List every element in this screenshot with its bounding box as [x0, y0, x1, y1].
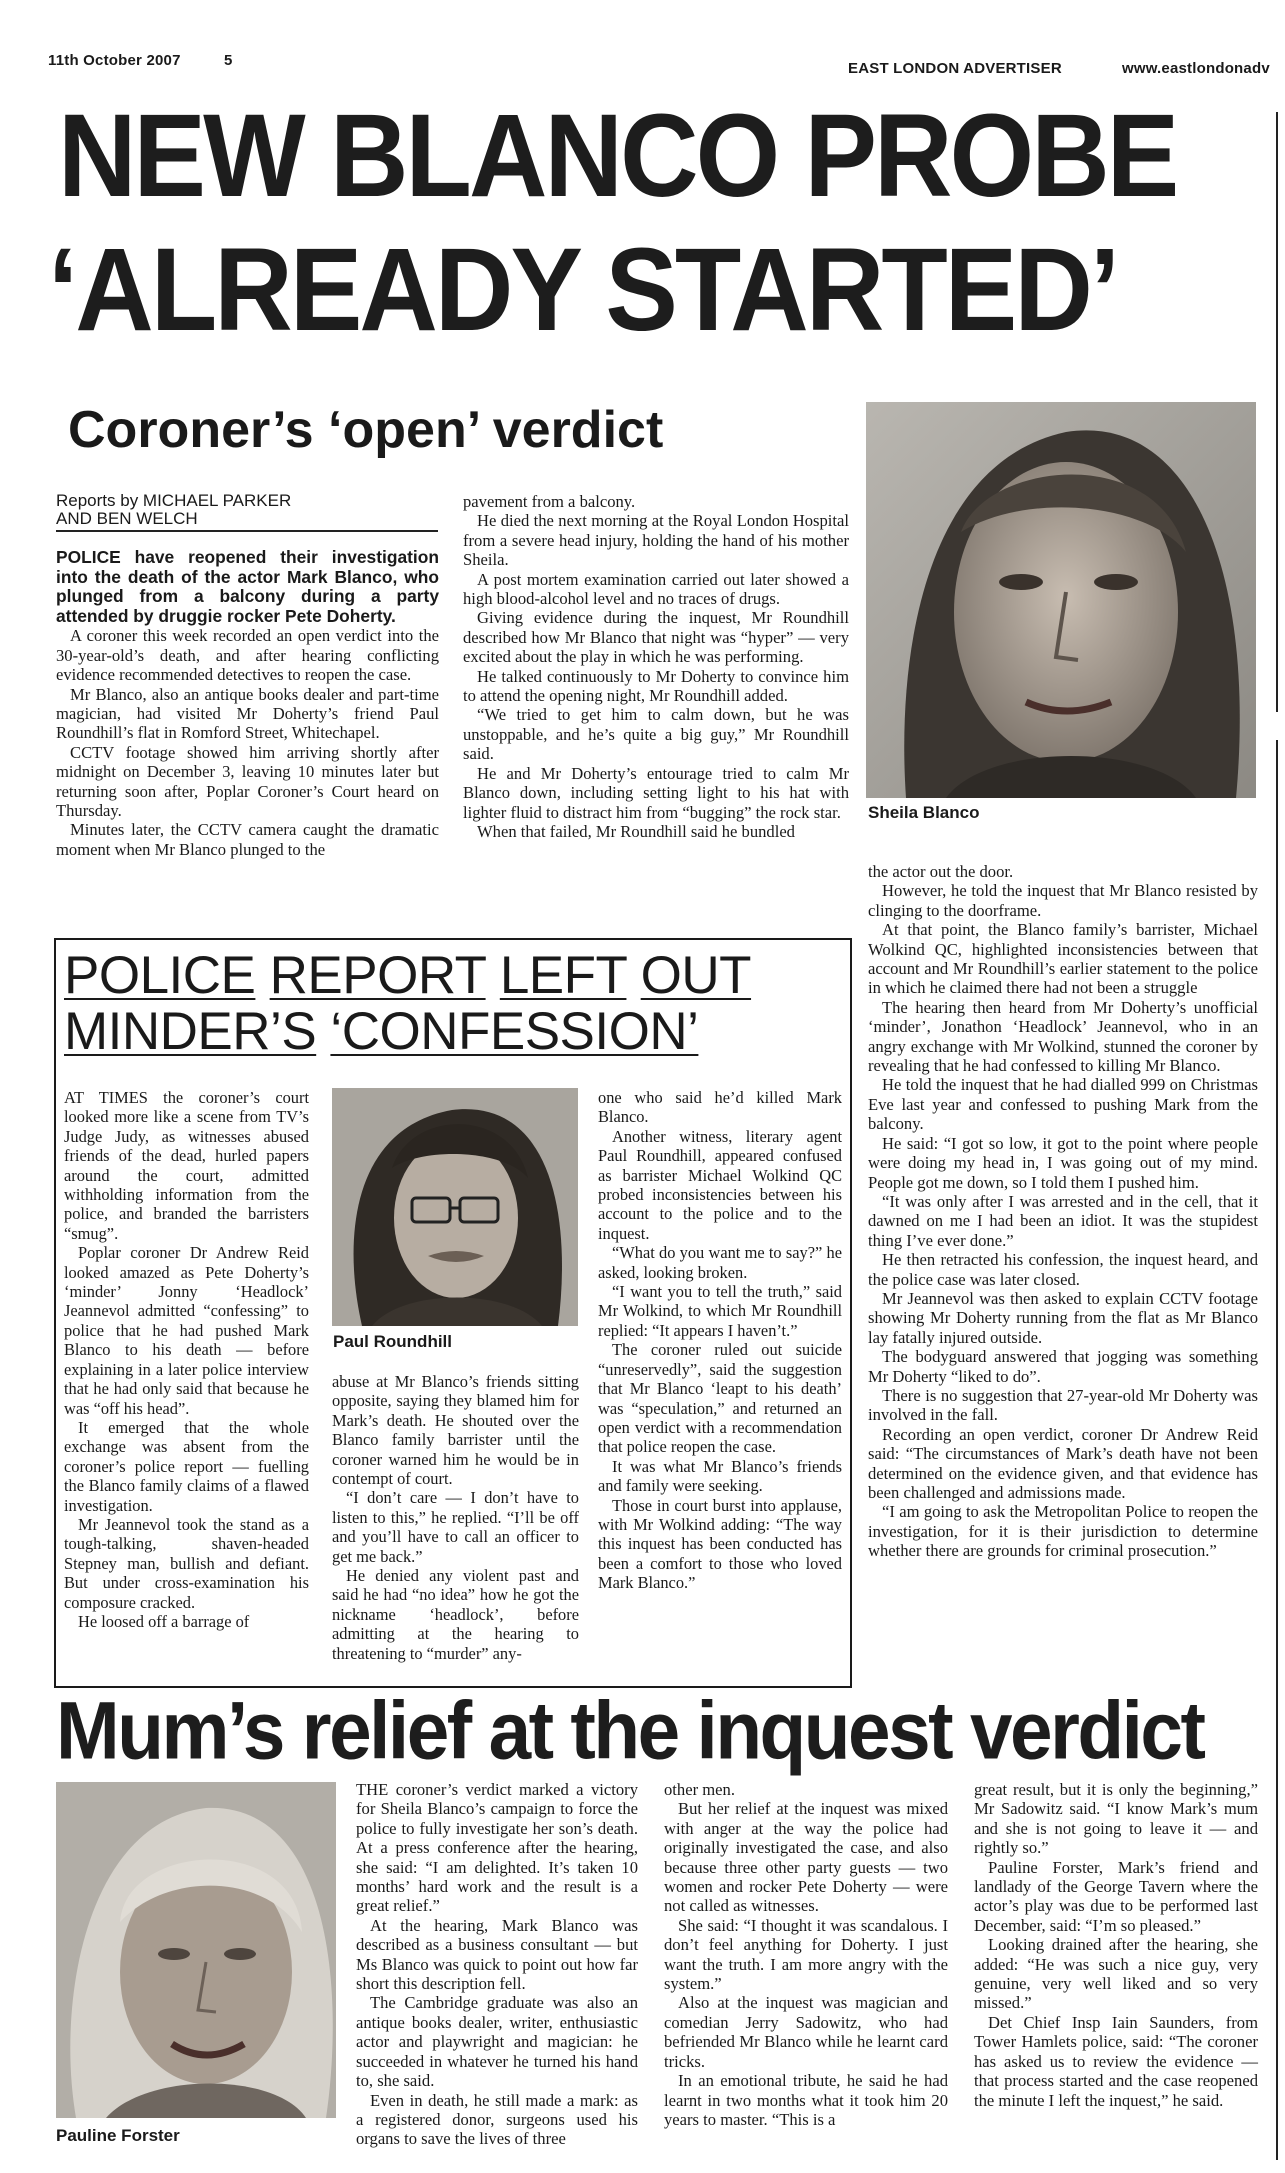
- paragraph: He told the inquest that he had dialled 999 on Christmas Eve last year and confessed to pushing Mark from the balcony.: [868, 1075, 1258, 1134]
- paragraph: one who said he’d killed Mark Blanco.: [598, 1088, 842, 1127]
- paragraph: Mr Jeannevol took the stand as a tough-talking, shaven-headed Stepney man, bullish and defiant. But under cross-examination his composure cracked.: [64, 1514, 309, 1612]
- paragraph: He denied any violent past and said he had “no idea” how he got the nickname ‘headlock’, before admitting at the hearing to threatening to “murder” any-: [332, 1566, 579, 1663]
- byline-line1: Reports by MICHAEL PARKER: [56, 491, 292, 510]
- paragraph: There is no suggestion that 27-year-old Mr Doherty was involved in the fall.: [868, 1385, 1258, 1425]
- paragraph: Also at the inquest was magician and comedian Jerry Sadowitz, who had befriended Mr Blanco while he learnt card tricks.: [664, 1993, 948, 2071]
- page-number: 5: [224, 52, 233, 69]
- paragraph: In an emotional tribute, he said he had learnt in two months what it took him 20 years to master. “This is a: [664, 2071, 948, 2129]
- paragraph: Mr Blanco, also an antique books dealer and part-time magician, had visited Mr Doherty’s friend Paul Roundhill’s flat in Romford Street, Whitechapel.: [56, 684, 439, 743]
- paragraph: It emerged that the whole exchange was absent from the coroner’s police report — fuelling the Blanco family claims of a flawed investigation.: [64, 1417, 309, 1515]
- pauline-photo-caption: Pauline Forster: [56, 2126, 180, 2145]
- paragraph: But her relief at the inquest was mixed with anger at the way the police had originally investigated the case, and also because three other party guests — two women and rocker Pete Doherty — were not called as witnesses.: [664, 1799, 948, 1916]
- portrait-man-image: [332, 1088, 578, 1326]
- paragraph: Poplar coroner Dr Andrew Reid looked amazed as Pete Doherty’s ‘minder’ Jonny ‘Headlock’ Jeannevol admitted “confessing” to police that he had pushed Mark Blanco to his death — before explaining in a later police interview that he had only said that because he was “off his head”.: [64, 1243, 309, 1418]
- paragraph: Pauline Forster, Mark’s friend and landlady of the George Tavern where the actor’s play was due to be performed last December, said: “I’m so pleased.”: [974, 1857, 1258, 1935]
- paragraph: He and Mr Doherty’s entourage tried to calm Mr Blanco down, including setting light to his hat with lighter fluid to distract him from “bugging” the rock star.: [463, 763, 849, 822]
- paragraph: “I want you to tell the truth,” said Mr Wolkind, to which Mr Roundhill replied: “It appears I haven’t.”: [598, 1282, 842, 1340]
- headline-word: REPORT: [269, 946, 486, 1005]
- box-col-3: [598, 1088, 842, 1593]
- paragraph: CCTV footage showed him arriving shortly after midnight on December 3, leaving 10 minutes later but returning soon after, Poplar Coroner’s Court heard on Thursday.: [56, 742, 439, 821]
- edge-rule: [1276, 112, 1278, 712]
- headline-word: MINDER’S: [64, 1002, 317, 1061]
- paragraph: Det Chief Insp Iain Saunders, from Tower Hamlets police, said: “The coroner has asked us to review the evidence — that process started and the case reopened the minute I left the inquest,” he said.: [974, 2012, 1258, 2110]
- paragraph: When that failed, Mr Roundhill said he bundled: [477, 821, 795, 841]
- paragraph: “I am going to ask the Metropolitan Police to reopen the investigation, for it is their jurisdiction to determine whether there are grounds for criminal prosecution.”: [868, 1502, 1258, 1561]
- paragraph: pavement from a balcony.: [463, 492, 636, 511]
- headline-word: ‘CONFESSION’: [330, 1002, 699, 1061]
- subheadline: Coroner’s ‘open’ verdict: [68, 401, 664, 459]
- paper-name: EAST LONDON ADVERTISER: [848, 60, 1062, 77]
- byline-rule: [56, 530, 438, 532]
- headline-word: OUT: [640, 946, 752, 1005]
- bottom-col-2: [664, 1780, 948, 2129]
- bottom-col-3: [974, 1780, 1258, 2110]
- paragraph: other men.: [664, 1780, 735, 1799]
- paragraph: He talked continuously to Mr Doherty to convince him to attend the opening night, Mr Roundhill added.: [463, 666, 849, 706]
- box-headline: [64, 948, 844, 1060]
- paul-roundhill-photo: [332, 1088, 578, 1326]
- paragraph: “It was only after I was arrested and in the cell, that it dawned on me I had been an idiot. It was the stupidest thing I’ve ever done.”: [868, 1191, 1258, 1250]
- issue-date: 11th October 2007: [48, 52, 181, 69]
- paragraph: A post mortem examination carried out later showed a high blood-alcohol level and no traces of drugs.: [463, 569, 849, 609]
- portrait-woman-image: [56, 1782, 336, 2118]
- main-headline-line1: NEW BLANCO PROBE: [58, 89, 1177, 222]
- paragraph: Looking drained after the hearing, she added: “He was such a nice guy, very genuine, very well liked and so very missed.”: [974, 1935, 1258, 2013]
- byline-line2: AND BEN WELCH: [56, 509, 198, 528]
- paul-photo-caption: Paul Roundhill: [333, 1332, 452, 1351]
- paragraph: She said: “I thought it was scandalous. I don’t feel anything for Doherty. I just want the truth. I am more angry with the system.”: [664, 1915, 948, 1994]
- paragraph: The coroner ruled out suicide “unreservedly”, said the suggestion that Mr Blanco ‘leapt to his death’ was “speculation,” and returned an open verdict with a recommendation that police reopen the case.: [598, 1340, 842, 1457]
- paragraph: It was what Mr Blanco’s friends and family were seeking.: [598, 1456, 842, 1496]
- byline: [56, 492, 436, 528]
- paragraph: great result, but it is only the beginning,” Mr Sadowitz said. “I know Mark’s mum and she is not going to leave it — and rightly so.”: [974, 1780, 1258, 1858]
- bottom-col-1: [356, 1780, 638, 2149]
- paragraph: AT TIMES the coroner’s court looked more like a scene from TV’s Judge Judy, as witnesses abused friends of the dead, hurled papers around the court, admitted withholding information from the police, and branded the barristers “smug”.: [64, 1088, 309, 1243]
- paragraph: “I don’t care — I don’t have to listen to this,” he replied. “I’ll be off and you’ll have to call an officer to get me back.”: [332, 1488, 579, 1566]
- sheila-blanco-photo: [866, 402, 1256, 798]
- paragraph: He said: “I got so low, it got to the point where people were doing my head in, I was going out of my mind. People got me down, so I told them I pushed him.: [868, 1133, 1258, 1192]
- main-col-2: [463, 492, 849, 841]
- paragraph: However, he told the inquest that Mr Blanco resisted by clinging to the doorframe.: [868, 881, 1258, 920]
- paragraph: He then retracted his confession, the inquest heard, and the police case was later closed.: [868, 1250, 1258, 1289]
- paragraph: A coroner this week recorded an open verdict into the 30-year-old’s death, and after hearing conflicting evidence recommended detectives to reopen the case.: [56, 626, 439, 685]
- paragraph: Giving evidence during the inquest, Mr Roundhill described how Mr Blanco that night was “hyper” — very excited about the play in which he was performing.: [463, 608, 849, 667]
- pauline-forster-photo: [56, 1782, 336, 2118]
- paragraph: Recording an open verdict, coroner Dr Andrew Reid said: “The circumstances of Mark’s death have not been determined on the evidence given, and that evidence has been challenged and admissions made.: [868, 1424, 1258, 1502]
- main-headline-line2: ‘ALREADY STARTED’: [48, 223, 1118, 356]
- paragraph: At the hearing, Mark Blanco was described as a business consultant — but Ms Blanco was quick to point out how far short this description fell.: [356, 1915, 638, 1994]
- bottom-headline: Mum’s relief at the inquest verdict: [56, 1683, 1204, 1777]
- paragraph: Minutes later, the CCTV camera caught the dramatic moment when Mr Blanco plunged to the: [56, 820, 439, 859]
- paragraph: Those in court burst into applause, with Mr Wolkind adding: “The way this inquest has been conducted has been a comfort to those who loved Mark Blanco.”: [598, 1495, 842, 1593]
- paragraph: At that point, the Blanco family’s barrister, Michael Wolkind QC, highlighted inconsistencies between that account and Mr Roundhill’s earlier statement to the police in which he claimed there had not been a struggle: [868, 920, 1258, 998]
- main-col-3: [868, 862, 1258, 1561]
- website: www.eastlondonadv: [1122, 60, 1270, 77]
- paragraph: Another witness, literary agent Paul Roundhill, appeared confused as barrister Michael Wolkind QC probed inconsistencies between his account to the police and to the inquest.: [598, 1126, 842, 1243]
- lead-paragraph: POLICE have reopened their investigation into the death of the actor Mark Blanco, who plunged from a balcony during a party attended by druggie rocker Pete Doherty.: [56, 547, 439, 626]
- paragraph: the actor out the door.: [868, 862, 1014, 881]
- paragraph: “We tried to get him to calm down, but he was unstoppable, and he’s quite a big guy,” Mr Roundhill said.: [463, 705, 849, 764]
- main-col-1: [56, 548, 439, 859]
- paragraph: abuse at Mr Blanco’s friends sitting opposite, saying they blamed him for Mark’s death. He shouted over the Blanco family barrister until the coroner warned him he would be in contempt of court.: [332, 1372, 579, 1489]
- paragraph: Even in death, he still made a mark: as a registered donor, surgeons used his organs to save the lives of three: [356, 2090, 638, 2149]
- paragraph: The hearing then heard from Mr Doherty’s unofficial ‘minder’, Jonathon ‘Headlock’ Jeannevol, who in an angry exchange with Mr Wolkind, stunned the coroner by revealing that he had confessed to killing Mr Blanco.: [868, 997, 1258, 1076]
- headline-word: POLICE: [64, 946, 256, 1005]
- paragraph: The Cambridge graduate was also an antique books dealer, writer, enthusiastic actor and playwright and magician: he succeeded in whatever he turned his hand to, she said.: [356, 1993, 638, 2091]
- box-col-1: [64, 1088, 309, 1631]
- edge-rule: [1276, 740, 1278, 2160]
- paragraph: Mr Jeannevol was then asked to explain CCTV footage showing Mr Doherty running from the flat as Mr Blanco lay fatally injured outside.: [868, 1288, 1258, 1347]
- headline-word: LEFT: [499, 946, 627, 1005]
- portrait-woman-image: [866, 402, 1256, 798]
- paragraph: “What do you want me to say?” he asked, looking broken.: [598, 1243, 842, 1282]
- paragraph: He loosed off a barrage of: [78, 1611, 250, 1631]
- sheila-photo-caption: Sheila Blanco: [868, 803, 980, 822]
- paragraph: He died the next morning at the Royal London Hospital from a severe head injury, holding the hand of his mother Sheila.: [463, 511, 849, 570]
- paragraph: The bodyguard answered that jogging was something Mr Doherty “liked to do”.: [868, 1347, 1258, 1386]
- box-col-2: [332, 1372, 579, 1663]
- paragraph: THE coroner’s verdict marked a victory for Sheila Blanco’s campaign to force the police to fully investigate her son’s death. At a press conference after the hearing, she said: “I am delighted. It’s taken 10 months’ hard work and the result is a great relief.”: [356, 1780, 638, 1916]
